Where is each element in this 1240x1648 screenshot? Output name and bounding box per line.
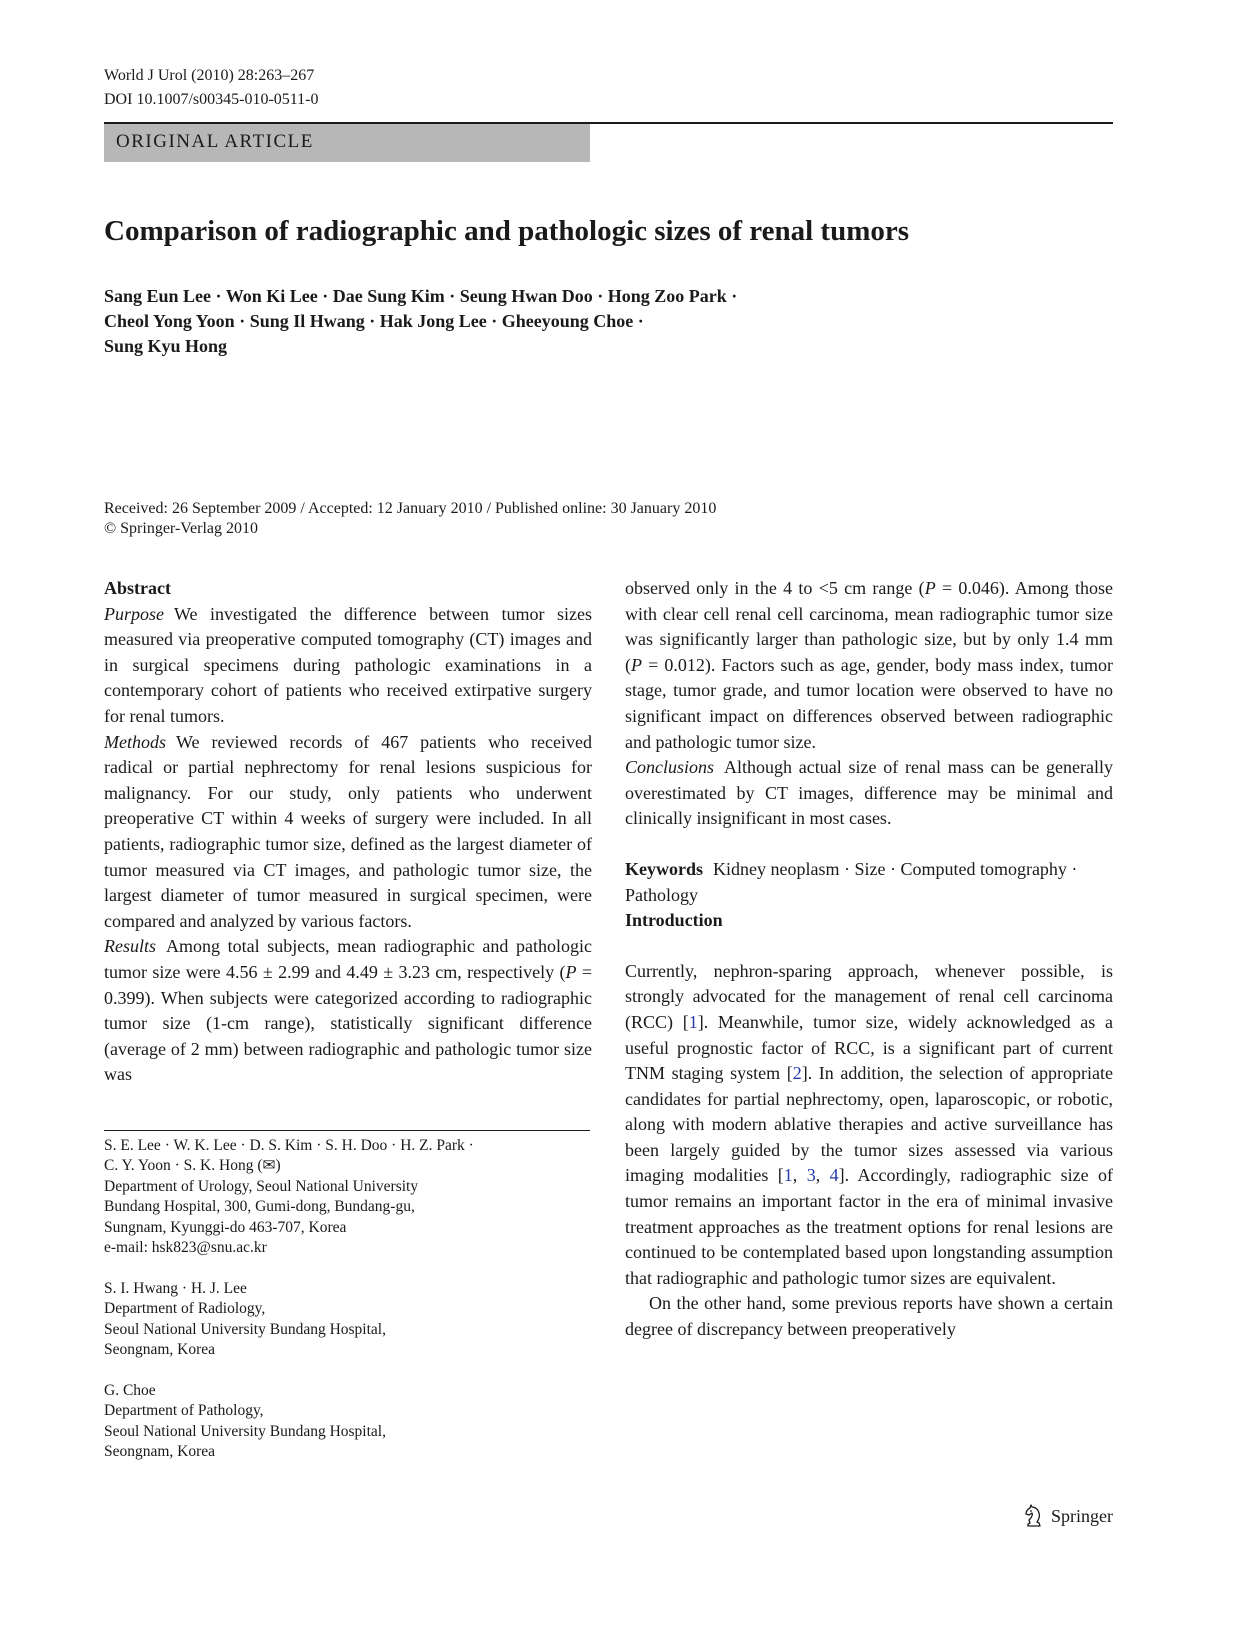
paragraph-text: ]. In addition, the selection of appropriate candidates for partial nephrectomy, open, laparoscopic, or robotic, along with modern ablative therapies and active surveillance has been largely guided by the tumor sizes assessed via various imaging modalities [ [625,1063,1113,1186]
methods-text: We reviewed records of 467 patients who received radical or partial nephrectomy for renal lesions suspicious for malignancy. For our study, only patients who underwent preoperative CT within 4 weeks of surgery were included. In all patients, radiographic tumor size, defined as the largest diameter of tumor measured via CT images, and pathologic tumor size, the largest diameter of tumor measured in surgical specimen, were compared and analyzed by various factors. [104,731,592,931]
results-text: = 0.046). Among those with clear cell renal cell carcinoma, mean radiographic tumor size was significantly larger than pathologic size, but by only 1.4 mm ( [625,578,1113,675]
abstract-conclusions [625,755,1113,832]
author-line: Sang Eun Lee · Won Ki Lee · Dae Sung Kim · Seung Hwan Doo · Hong Zoo Park · [104,286,738,306]
article-title: Comparison of radiographic and pathologic sizes of renal tumors [104,215,910,247]
right-column [625,576,1113,1343]
abstract-results [104,934,592,1088]
results-text: Among total subjects, mean radiographic and pathologic tumor size were 4.56 ± 2.99 and 4.49 ± 3.23 cm, respectively ( [104,936,592,982]
date-history: Received: 26 September 2009 / Accepted: 12 January 2010 / Published online: 30 January 2010 [104,500,717,517]
citation-separator: , [792,1165,807,1186]
citation-link[interactable]: 2 [792,1063,802,1084]
footnote-rule [104,1130,590,1131]
citation-link[interactable]: 3 [806,1165,816,1186]
springer-knight-icon [1023,1504,1045,1528]
results-text: = 0.399). When subjects were categorized according to radiographic tumor size (1-cm range), statistically significant difference (average of 2 mm) between radiographic and pathologic tumor size was [104,961,592,1085]
affiliation-city: Seongnam, Korea [104,1443,216,1461]
affiliation-institution: Seoul National University Bundang Hospital, [104,1320,386,1338]
affiliation-address: Sungnam, Kyunggi-do 463-707, Korea [104,1218,347,1236]
affiliation-institution: Seoul National University Bundang Hospital, [104,1422,386,1440]
keywords [625,857,1113,908]
conclusions-label: Conclusions [625,757,715,778]
affiliation-dept: Department of Pathology, [104,1402,264,1420]
abstract-heading: Abstract [104,578,171,598]
citation-link[interactable]: 1 [688,1011,698,1032]
publication-dates [104,499,716,539]
article-type: ORIGINAL ARTICLE [116,131,314,152]
affiliation-names: G. Choe [104,1381,156,1399]
journal-meta [104,64,319,112]
introduction-paragraph [625,959,1113,1292]
journal-citation: World J Urol (2010) 28:263–267 [104,67,315,84]
copyright: © Springer-Verlag 2010 [104,520,259,537]
abstract-results-continued [625,576,1113,755]
abstract-methods [104,730,592,935]
doi[interactable]: DOI 10.1007/s00345-010-0511-0 [104,91,319,108]
email-link[interactable]: e-mail: hsk823@snu.ac.kr [104,1239,267,1257]
results-label: Results [104,936,156,957]
paragraph-text: ]. Meanwhile, tumor size, widely acknowledged as a useful prognostic factor of RCC, is a significant part of current TNM staging system [ [625,1011,1113,1084]
results-text: = 0.012). Factors such as age, gender, body mass index, tumor stage, tumor grade, and tumor location were observed to have no significant impact on differences observed between radiographic and pathologic tumor size. [625,654,1113,752]
paragraph-text: Currently, nephron-sparing approach, whenever possible, is strongly advocated for the management of renal cell carcinoma (RCC) [ [625,960,1113,1032]
publisher-name: Springer [1051,1506,1113,1526]
affiliations [104,1136,474,1483]
keywords-text: Kidney neoplasm · Size · Computed tomography · Pathology [625,858,1078,905]
p-value-symbol: P [565,961,577,982]
conclusions-text: Although actual size of renal mass can be generally overestimated by CT images, difference may be minimal and clinically insignificant in most cases. [625,757,1113,829]
affiliation-names: C. Y. Yoon · S. K. Hong (✉) [104,1157,281,1175]
citation-link[interactable]: 1 [783,1165,793,1186]
citation-link[interactable]: 4 [829,1165,839,1186]
affiliation-dept: Department of Radiology, [104,1300,266,1318]
keywords-label: Keywords [625,858,703,879]
publisher-mark [1023,1504,1113,1528]
paragraph-text: ]. Accordingly, radiographic size of tumor remains an important factor in the era of minimal invasive treatment approaches as the treatment options for renal lesions are continued to be contemplated based upon longstanding assumption that radiographic and pathologic tumor sizes are equivalent. [625,1165,1114,1288]
affiliation-names: S. E. Lee · W. K. Lee · D. S. Kim · S. H. Doo · H. Z. Park · [104,1137,474,1154]
affiliation-address: Bundang Hospital, 300, Gumi-dong, Bundang-gu, [104,1198,415,1216]
p-value-symbol: P [924,578,936,598]
introduction-paragraph: On the other hand, some previous reports have shown a certain degree of discrepancy between preoperatively [625,1293,1113,1340]
introduction-heading: Introduction [625,910,723,931]
results-text: observed only in the 4 to <5 cm range ( [625,578,925,598]
affiliation-dept: Department of Urology, Seoul National University [104,1177,419,1195]
author-list [104,284,737,359]
left-column [104,576,592,1088]
purpose-label: Purpose [104,603,164,624]
purpose-text: We investigated the difference between tumor sizes measured via preoperative computed tomography (CT) images and in surgical specimens during pathologic examinations in a contemporary cohort of patients who received extirpative surgery for renal tumors. [104,603,592,726]
author-line: Cheol Yong Yoon · Sung Il Hwang · Hak Jong Lee · Gheeyoung Choe · [104,311,644,331]
affiliation-city: Seongnam, Korea [104,1341,216,1359]
abstract-purpose [104,602,592,730]
citation-separator: , [815,1165,830,1186]
affiliation-names: S. I. Hwang · H. J. Lee [104,1279,247,1297]
author-line: Sung Kyu Hong [104,336,228,356]
affiliation-radiology [104,1279,474,1361]
methods-label: Methods [104,731,166,752]
p-value-symbol: P [631,654,642,675]
affiliation-pathology [104,1381,474,1463]
affiliation-urology [104,1136,474,1258]
